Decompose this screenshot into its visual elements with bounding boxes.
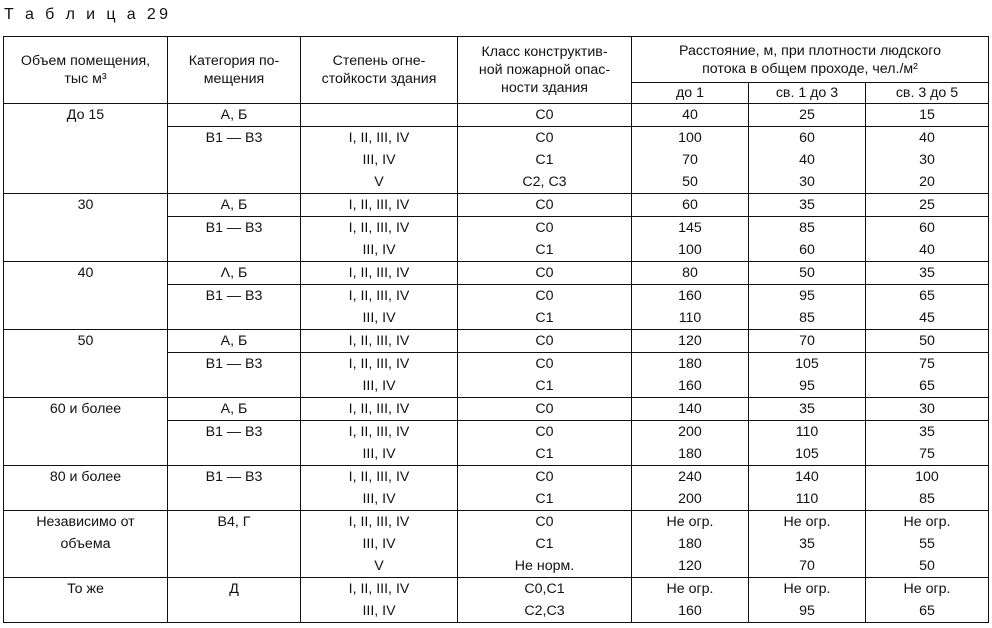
table-row <box>4 466 989 511</box>
fire-resistance-text: I, II, III, IV <box>348 265 410 281</box>
distance-1-to-3-text: 85 <box>799 220 815 236</box>
volume-cell <box>4 330 168 398</box>
volume-cell <box>4 398 168 466</box>
distance-up-to-1-text: 160 <box>678 603 702 619</box>
fire-resistance-cell <box>301 330 458 353</box>
fire-resistance-text: III, IV <box>362 310 396 326</box>
fire-class-cell <box>458 578 632 623</box>
fire-class-cell <box>458 398 632 421</box>
category-cell <box>168 127 301 194</box>
fire-resistance-text: I, II, III, IV <box>348 581 410 597</box>
distance-3-to-5-cell <box>866 194 989 217</box>
distance-3-to-5-cell <box>866 511 989 578</box>
distance-3-to-5-text: 40 <box>919 130 935 146</box>
fire-resistance-text: III, IV <box>362 378 396 394</box>
distance-1-to-3-text: 35 <box>799 401 815 417</box>
distance-1-to-3-text: 35 <box>799 536 815 552</box>
distance-1-to-3-text: 95 <box>799 378 815 394</box>
category-text: В1 — В3 <box>205 424 263 440</box>
category-text: В1 — В3 <box>205 220 263 236</box>
fire-class-text: С1 <box>535 152 554 168</box>
category-text: А, Б <box>220 197 248 213</box>
category-text: В1 — В3 <box>205 469 263 485</box>
category-text: А, Б <box>220 333 248 349</box>
fire-resistance-text: V <box>374 558 384 574</box>
distance-up-to-1-text: 70 <box>682 152 698 168</box>
fire-resistance-text: III, IV <box>362 446 396 462</box>
fire-class-text: С0 <box>535 288 554 304</box>
fire-class-cell <box>458 421 632 466</box>
distance-3-to-5-text: 85 <box>919 491 935 507</box>
distance-1-to-3-text: 70 <box>799 333 815 349</box>
distance-1-to-3-text: 95 <box>799 288 815 304</box>
distance-1-to-3-text: 30 <box>799 174 815 190</box>
fire-class-cell <box>458 511 632 578</box>
distance-1-to-3-text: 50 <box>799 265 815 281</box>
distance-up-to-1-text: 240 <box>678 469 702 485</box>
fire-class-text: С0 <box>535 401 554 417</box>
distance-up-to-1-cell <box>632 285 749 330</box>
distance-3-to-5-text: 55 <box>919 536 935 552</box>
distance-1-to-3-cell <box>749 285 866 330</box>
distance-up-to-1-text: 100 <box>678 130 702 146</box>
table-row <box>4 398 989 421</box>
distance-1-to-3-text: 25 <box>799 107 815 123</box>
distance-3-to-5-cell <box>866 127 989 194</box>
distance-3-to-5-text: 15 <box>919 107 935 123</box>
data-table <box>3 36 989 623</box>
distance-up-to-1-text: 40 <box>682 107 698 123</box>
category-cell <box>168 285 301 330</box>
volume-text: Независимо от <box>36 514 135 530</box>
category-cell <box>168 353 301 398</box>
distance-up-to-1-cell <box>632 353 749 398</box>
fire-class-text: С0 <box>535 197 554 213</box>
distance-3-to-5-cell <box>866 262 989 285</box>
category-cell <box>168 421 301 466</box>
distance-3-to-5-text: 75 <box>919 446 935 462</box>
distance-1-to-3-text: 60 <box>799 242 815 258</box>
fire-resistance-text: I, II, III, IV <box>348 356 410 372</box>
category-cell <box>168 398 301 421</box>
distance-up-to-1-cell <box>632 194 749 217</box>
category-text: Д <box>229 581 239 597</box>
fire-class-text: С0 <box>535 130 554 146</box>
distance-up-to-1-text: 145 <box>678 220 702 236</box>
distance-1-to-3-cell <box>749 217 866 262</box>
distance-up-to-1-text: 180 <box>678 446 702 462</box>
table-body <box>4 104 989 623</box>
fire-resistance-cell <box>301 466 458 511</box>
table-caption: Т а б л и ц а 29 <box>4 6 172 23</box>
category-cell <box>168 578 301 623</box>
fire-class-text: С1 <box>535 310 554 326</box>
distance-3-to-5-cell <box>866 466 989 511</box>
fire-class-text: С0 <box>535 514 554 530</box>
table-header <box>4 37 989 104</box>
fire-resistance-cell <box>301 578 458 623</box>
distance-up-to-1-cell <box>632 330 749 353</box>
distance-3-to-5-text: 30 <box>919 152 935 168</box>
category-cell <box>168 194 301 217</box>
distance-3-to-5-text: 60 <box>919 220 935 236</box>
category-cell <box>168 466 301 511</box>
volume-cell <box>4 262 168 330</box>
distance-up-to-1-text: Не огр. <box>666 514 714 530</box>
distance-3-to-5-text: 100 <box>915 469 939 485</box>
distance-1-to-3-text: Не огр. <box>783 514 831 530</box>
fire-resistance-cell <box>301 217 458 262</box>
fire-resistance-text: I, II, III, IV <box>348 469 410 485</box>
distance-3-to-5-text: 30 <box>919 401 935 417</box>
fire-resistance-cell <box>301 127 458 194</box>
fire-resistance-text <box>301 104 457 126</box>
header-category: Категория по- мещения <box>168 37 301 104</box>
fire-resistance-cell <box>301 262 458 285</box>
category-text: В1 — В3 <box>205 288 263 304</box>
distance-3-to-5-cell <box>866 398 989 421</box>
distance-3-to-5-cell <box>866 285 989 330</box>
fire-resistance-cell <box>301 421 458 466</box>
table-row <box>4 511 989 578</box>
volume-cell <box>4 104 168 194</box>
fire-class-cell <box>458 330 632 353</box>
fire-resistance-text: I, II, III, IV <box>348 514 410 530</box>
distance-1-to-3-text: 60 <box>799 130 815 146</box>
category-cell <box>168 104 301 127</box>
distance-3-to-5-text: 65 <box>919 288 935 304</box>
distance-1-to-3-cell <box>749 466 866 511</box>
fire-class-text: С1 <box>535 446 554 462</box>
distance-1-to-3-cell <box>749 104 866 127</box>
volume-text: 40 <box>77 265 94 281</box>
fire-class-text: Не норм. <box>514 558 575 574</box>
fire-resistance-text: I, II, III, IV <box>348 130 410 146</box>
distance-3-to-5-cell <box>866 104 989 127</box>
fire-resistance-text: I, II, III, IV <box>348 333 410 349</box>
fire-class-text: С1 <box>535 378 554 394</box>
category-cell <box>168 217 301 262</box>
distance-up-to-1-text: 110 <box>678 310 702 326</box>
distance-3-to-5-text: 65 <box>919 603 935 619</box>
fire-class-cell <box>458 104 632 127</box>
category-text: А, Б <box>220 401 248 417</box>
distance-up-to-1-text: 60 <box>682 197 698 213</box>
distance-3-to-5-text: 45 <box>919 310 935 326</box>
distance-3-to-5-text: 25 <box>919 197 935 213</box>
distance-3-to-5-cell <box>866 421 989 466</box>
distance-1-to-3-text: 110 <box>795 491 819 507</box>
distance-3-to-5-text: 50 <box>919 333 935 349</box>
volume-cell <box>4 511 168 578</box>
fire-resistance-cell <box>301 285 458 330</box>
distance-3-to-5-text: 75 <box>919 356 935 372</box>
distance-1-to-3-cell <box>749 511 866 578</box>
category-cell <box>168 511 301 578</box>
distance-1-to-3-text: 105 <box>795 356 819 372</box>
fire-class-text: С0 <box>535 333 554 349</box>
distance-1-to-3-text: 110 <box>795 424 819 440</box>
distance-1-to-3-cell <box>749 262 866 285</box>
fire-class-cell <box>458 194 632 217</box>
volume-text: 30 <box>77 197 94 213</box>
fire-class-text: С0 <box>535 220 554 236</box>
fire-class-text: С0 <box>535 424 554 440</box>
distance-1-to-3-text: 95 <box>799 603 815 619</box>
fire-class-text: С1 <box>535 491 554 507</box>
fire-class-text: С0 <box>535 107 554 123</box>
distance-up-to-1-text: 100 <box>678 242 702 258</box>
category-text: В4, Г <box>217 514 251 530</box>
distance-up-to-1-cell <box>632 466 749 511</box>
fire-resistance-cell <box>301 353 458 398</box>
distance-up-to-1-cell <box>632 511 749 578</box>
header-density-1-to-3: св. 1 до 3 <box>749 83 866 104</box>
distance-up-to-1-text: 200 <box>678 424 702 440</box>
distance-3-to-5-cell <box>866 330 989 353</box>
fire-class-cell <box>458 127 632 194</box>
fire-class-text: С0 <box>535 356 554 372</box>
distance-up-to-1-cell <box>632 398 749 421</box>
fire-class-cell <box>458 353 632 398</box>
distance-1-to-3-cell <box>749 398 866 421</box>
distance-up-to-1-text: 160 <box>678 288 702 304</box>
volume-text: 80 и более <box>49 469 122 485</box>
fire-resistance-text: III, IV <box>362 152 396 168</box>
fire-resistance-text: V <box>374 174 384 190</box>
table-row <box>4 578 989 623</box>
category-cell <box>168 330 301 353</box>
distance-up-to-1-text: 140 <box>678 401 702 417</box>
fire-resistance-text: III, IV <box>362 242 396 258</box>
header-volume: Объем помещения, тыс м³ <box>4 37 168 104</box>
fire-resistance-text: III, IV <box>362 536 396 552</box>
distance-3-to-5-cell <box>866 217 989 262</box>
fire-resistance-text: I, II, III, IV <box>348 288 410 304</box>
distance-up-to-1-cell <box>632 421 749 466</box>
distance-1-to-3-text: 70 <box>799 558 815 574</box>
distance-up-to-1-text: 160 <box>678 378 702 394</box>
fire-class-text: С2,С3 <box>524 603 565 619</box>
distance-up-to-1-text: 200 <box>678 491 702 507</box>
distance-3-to-5-text: Не огр. <box>903 514 951 530</box>
volume-text: То же <box>67 581 104 597</box>
fire-resistance-cell <box>301 511 458 578</box>
category-text: В1 — В3 <box>205 130 263 146</box>
header-fire-class: Класс конструктив- ной пожарной опас- ности здания <box>458 37 632 104</box>
distance-1-to-3-cell <box>749 353 866 398</box>
fire-class-text: С0 <box>535 265 554 281</box>
distance-3-to-5-text: 40 <box>919 242 935 258</box>
fire-class-text: С0 <box>535 469 554 485</box>
distance-1-to-3-cell <box>749 421 866 466</box>
distance-1-to-3-cell <box>749 127 866 194</box>
distance-up-to-1-text: 50 <box>682 174 698 190</box>
table-row <box>4 262 989 285</box>
distance-up-to-1-text: 180 <box>678 536 702 552</box>
fire-resistance-cell <box>301 194 458 217</box>
fire-class-text: С1 <box>535 536 554 552</box>
volume-cell <box>4 194 168 262</box>
fire-class-cell <box>458 285 632 330</box>
distance-up-to-1-cell <box>632 104 749 127</box>
distance-1-to-3-text: 140 <box>795 469 819 485</box>
table-row <box>4 330 989 353</box>
distance-1-to-3-cell <box>749 578 866 623</box>
fire-class-text: С1 <box>535 242 554 258</box>
distance-up-to-1-cell <box>632 217 749 262</box>
table-row <box>4 194 989 217</box>
volume-cell <box>4 578 168 623</box>
distance-1-to-3-text: 85 <box>799 310 815 326</box>
distance-3-to-5-cell <box>866 353 989 398</box>
fire-class-text: С0,С1 <box>524 581 565 597</box>
distance-up-to-1-text: 120 <box>678 333 702 349</box>
distance-3-to-5-text: 35 <box>919 424 935 440</box>
category-text: Λ, Б <box>220 265 248 281</box>
header-density-3-to-5: св. 3 до 5 <box>866 83 989 104</box>
fire-class-text: С2, С3 <box>522 174 567 190</box>
fire-resistance-text: I, II, III, IV <box>348 220 410 236</box>
category-cell <box>168 262 301 285</box>
distance-1-to-3-text: 35 <box>799 197 815 213</box>
distance-up-to-1-cell <box>632 262 749 285</box>
fire-class-cell <box>458 466 632 511</box>
category-text: А, Б <box>220 107 248 123</box>
volume-text: 50 <box>77 333 94 349</box>
distance-3-to-5-text: 20 <box>919 174 935 190</box>
distance-up-to-1-text: 80 <box>682 265 698 281</box>
distance-up-to-1-text: 120 <box>678 558 702 574</box>
distance-up-to-1-cell <box>632 127 749 194</box>
distance-3-to-5-text: 65 <box>919 378 935 394</box>
distance-3-to-5-text: Не огр. <box>903 581 951 597</box>
distance-1-to-3-text: 40 <box>799 152 815 168</box>
fire-class-cell <box>458 262 632 285</box>
fire-resistance-text: III, IV <box>362 603 396 619</box>
volume-text: 60 и более <box>49 401 122 417</box>
fire-resistance-text: I, II, III, IV <box>348 424 410 440</box>
distance-1-to-3-text: 105 <box>795 446 819 462</box>
fire-class-cell <box>458 217 632 262</box>
fire-resistance-cell <box>301 398 458 421</box>
fire-resistance-cell <box>301 104 458 127</box>
distance-3-to-5-text: 35 <box>919 265 935 281</box>
distance-3-to-5-text: 50 <box>919 558 935 574</box>
table-row <box>4 104 989 127</box>
fire-resistance-text: III, IV <box>362 491 396 507</box>
fire-resistance-text: I, II, III, IV <box>348 197 410 213</box>
distance-1-to-3-cell <box>749 330 866 353</box>
header-distance: Расстояние, м, при плотности людского потока в общем проходе, чел./м² <box>632 37 989 83</box>
volume-text: объема <box>60 536 111 552</box>
distance-1-to-3-text: Не огр. <box>783 581 831 597</box>
distance-up-to-1-cell <box>632 578 749 623</box>
volume-text: До 15 <box>66 107 105 123</box>
distance-1-to-3-cell <box>749 194 866 217</box>
volume-cell <box>4 466 168 511</box>
distance-up-to-1-text: Не огр. <box>666 581 714 597</box>
header-density-up-to-1: до 1 <box>632 83 749 104</box>
distance-3-to-5-cell <box>866 578 989 623</box>
category-text: В1 — В3 <box>205 356 263 372</box>
distance-up-to-1-text: 180 <box>678 356 702 372</box>
fire-resistance-text: I, II, III, IV <box>348 401 410 417</box>
header-fire-resistance: Степень огне- стойкости здания <box>301 37 458 104</box>
